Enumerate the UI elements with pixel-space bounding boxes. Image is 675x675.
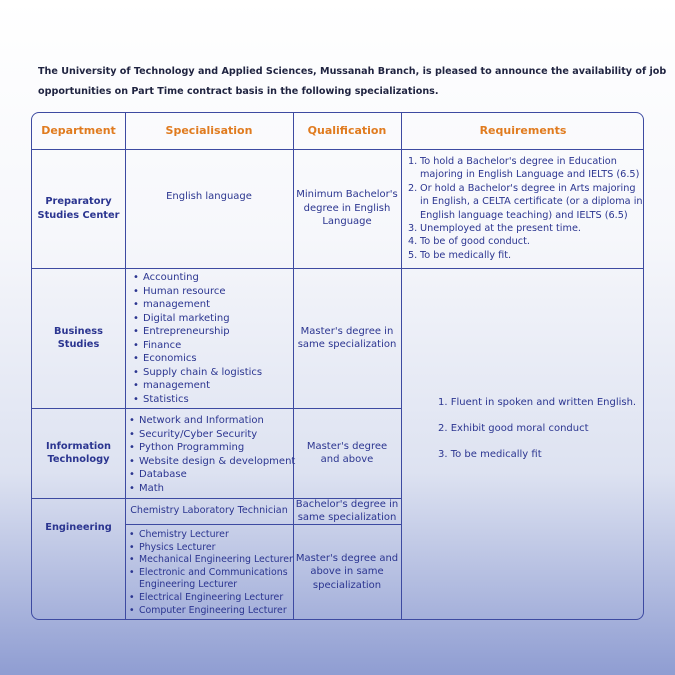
specialisations-it bbox=[125, 414, 296, 495]
qualification-line: degree in English bbox=[303, 202, 391, 214]
requirement-text bbox=[420, 249, 511, 262]
qualification-preparatory bbox=[293, 149, 401, 268]
specialisation-item: • Website design & development bbox=[125, 455, 293, 469]
requirement-text bbox=[420, 182, 643, 222]
qualification-line: Master's degree in bbox=[300, 325, 394, 337]
requirement-item: 2. Exhibit good moral conduct bbox=[438, 423, 589, 434]
specialisation-item: • management bbox=[129, 298, 293, 312]
qualification-line: Master's degree bbox=[306, 440, 388, 452]
specialisation-chemistry-technician: Chemistry Laboratory Technician bbox=[130, 505, 288, 517]
qualification-line: Language bbox=[322, 216, 372, 228]
header-department: Department bbox=[41, 124, 116, 138]
specialisation-item: • Entrepreneurship bbox=[129, 325, 293, 339]
requirement-line: Unemployed at the present time. bbox=[420, 223, 581, 235]
qualification-business bbox=[293, 268, 401, 408]
specialisation-item: • Accounting bbox=[129, 271, 293, 285]
specialisation-item: • Statistics bbox=[129, 393, 293, 407]
specialisation-item: • Mechanical Engineering Lecturer bbox=[125, 554, 293, 567]
specialisation-item: • Digital marketing bbox=[129, 312, 293, 326]
qualification-line: and above bbox=[320, 454, 374, 465]
requirement-number: 5. bbox=[408, 249, 418, 261]
specialisation-item: • Finance bbox=[129, 339, 293, 353]
department-label: Preparatory bbox=[45, 196, 112, 207]
specialisation-item: • Security/Cyber Security bbox=[125, 428, 293, 442]
requirement-item bbox=[408, 249, 644, 262]
specialisation-item: • Physics Lecturer bbox=[125, 542, 293, 555]
specialisation-english: English language bbox=[166, 191, 252, 203]
intro-line: opportunities on Part Time contract basis in the following specializations. bbox=[38, 86, 439, 97]
table-divider bbox=[401, 113, 402, 619]
intro-line: The University of Technology and Applied Sciences, Mussanah Branch, is pleased to announce the availability of job bbox=[38, 66, 667, 77]
requirement-line: To be of good conduct. bbox=[420, 236, 530, 248]
department-it bbox=[32, 408, 125, 498]
specialisation-item: • Electrical Engineering Lecturer bbox=[125, 592, 293, 605]
requirement-text bbox=[420, 222, 581, 235]
specialisations-engineering bbox=[125, 529, 293, 617]
specialisation-item: • Economics bbox=[129, 352, 293, 366]
specialisations-business bbox=[129, 271, 293, 406]
qualification-line: Minimum Bachelor's bbox=[296, 189, 398, 201]
department-engineering: Engineering bbox=[45, 522, 112, 534]
requirement-line: Or hold a Bachelor's degree in Arts majoring bbox=[420, 182, 636, 194]
qualification-engineering bbox=[293, 524, 401, 620]
qualification-line: same specialization bbox=[297, 339, 397, 350]
qualification-technician bbox=[293, 498, 401, 524]
requirement-number: 4. bbox=[408, 236, 418, 248]
department-label: Technology bbox=[47, 454, 110, 465]
specialisation-item: Engineering Lecturer bbox=[139, 579, 238, 591]
qualification-line: specialization bbox=[312, 579, 382, 591]
specialisation-item: • Computer Engineering Lecturer bbox=[125, 605, 293, 618]
requirement-number: 1. bbox=[408, 156, 418, 167]
qualification-line: above in same bbox=[310, 566, 384, 578]
specialisation-item: • Electronic and Communications bbox=[125, 567, 293, 580]
specialisation-item: • management bbox=[129, 379, 293, 393]
department-label: Studies Center bbox=[37, 209, 120, 221]
specialisation-item: • Human resource bbox=[129, 285, 293, 299]
requirement-item bbox=[408, 222, 644, 235]
requirement-text bbox=[420, 155, 639, 182]
requirement-line: English language teaching) and IELTS (6.5) bbox=[420, 209, 628, 221]
requirement-line: To hold a Bachelor's degree in Education bbox=[420, 156, 617, 167]
requirement-item: 3. To be medically fit bbox=[438, 449, 542, 460]
requirement-line: in English, a CELTA certificate (or a diploma in bbox=[420, 196, 643, 208]
qualification-line: Bachelor's degree in bbox=[295, 499, 399, 510]
requirements-preparatory bbox=[408, 155, 644, 262]
header-qualification: Qualification bbox=[307, 124, 387, 138]
department-preparatory bbox=[32, 149, 125, 268]
department-label: Information bbox=[45, 440, 111, 452]
qualification-line: same specialization bbox=[297, 512, 397, 523]
specialisation-item: • Supply chain & logistics bbox=[129, 366, 293, 380]
jobs-table bbox=[31, 112, 644, 620]
requirement-line: To be medically fit. bbox=[420, 249, 512, 261]
requirement-item bbox=[408, 155, 644, 182]
specialisation-item: • Database bbox=[125, 468, 293, 482]
requirement-item bbox=[408, 235, 644, 248]
specialisation-item: • Chemistry Lecturer bbox=[125, 529, 293, 542]
requirement-number: 2. bbox=[408, 182, 418, 194]
requirements-general bbox=[438, 390, 638, 468]
requirement-number: 3. bbox=[408, 223, 418, 235]
qualification-it bbox=[293, 408, 401, 498]
specialisation-item: • Network and Information bbox=[125, 414, 293, 428]
requirement-line: majoring in English Language and IELTS (6.5) bbox=[420, 169, 640, 181]
department-business: Business Studies bbox=[54, 325, 103, 350]
requirement-item: 1. Fluent in spoken and written English. bbox=[438, 397, 637, 408]
specialisation-item: • Math bbox=[125, 482, 293, 496]
specialisation-item: • Python Programming bbox=[125, 441, 293, 455]
header-specialisation: Specialisation bbox=[165, 124, 253, 138]
qualification-line: Master's degree and bbox=[295, 552, 399, 564]
requirement-text bbox=[420, 235, 530, 248]
header-requirements: Requirements bbox=[479, 124, 567, 138]
requirement-item bbox=[408, 182, 644, 222]
intro-text bbox=[38, 62, 667, 102]
